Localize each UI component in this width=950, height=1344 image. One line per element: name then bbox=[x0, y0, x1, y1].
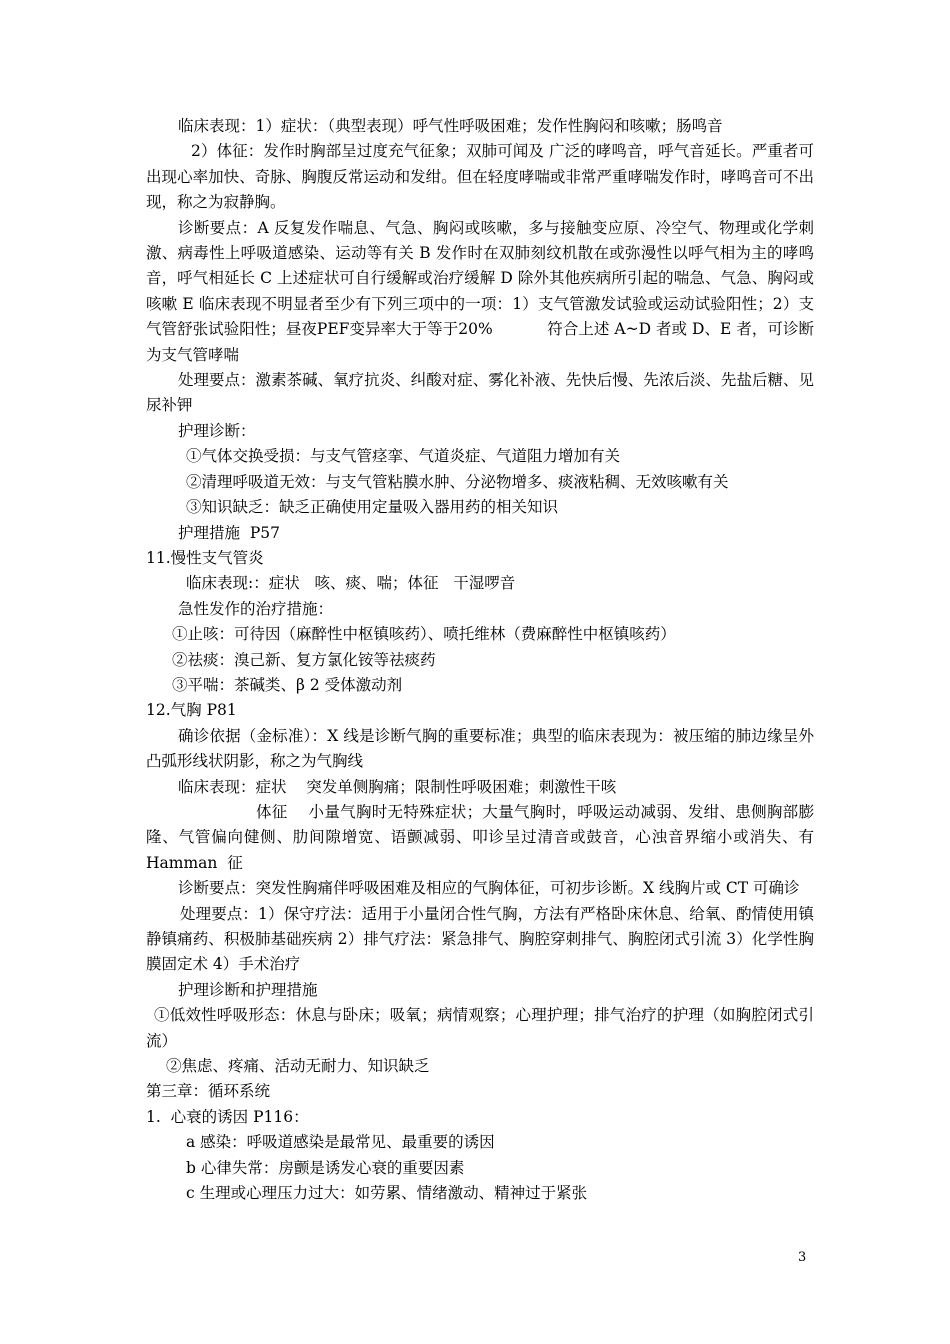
paragraph: 处理要点：激素茶碱、氧疗抗炎、纠酸对症、雾化补液、先快后慢、先浓后淡、先盐后糖、见尿补钾 bbox=[146, 371, 814, 415]
chapter-heading: 第三章：循环系统 bbox=[146, 1082, 271, 1101]
paragraph: 临床表现:：症状 咳、痰、喘；体征 干湿啰音 bbox=[186, 574, 516, 593]
paragraph: 2）体征：发作时胸部呈过度充气征象；双肺可闻及 广泛的哮鸣音，呼气音延长。严重者可出现心率加快、奇脉、胸腹反常运动和发绀。但在轻度哮喘或非常严重哮喘发作时，哮鸣音可不出现，称之为寂静胸。 bbox=[146, 142, 814, 212]
paragraph: 护理诊断： bbox=[178, 421, 256, 440]
paragraph: 急性发作的治疗措施： bbox=[178, 599, 334, 618]
list-item: ②焦虑、疼痛、活动无耐力、知识缺乏 bbox=[166, 1057, 430, 1076]
body-text bbox=[146, 114, 819, 1206]
section-heading: 1. 心衰的诱因 P116： bbox=[146, 1107, 309, 1126]
paragraph: 临床表现：1）症状：（典型表现）呼气性呼吸困难；发作性胸闷和咳嗽；肠鸣音 bbox=[178, 117, 723, 135]
list-item: c 生理或心理压力过大：如劳累、情绪激动、精神过于紧张 bbox=[186, 1184, 588, 1203]
list-item: ②祛痰：溴己新、复方氯化铵等祛痰药 bbox=[172, 650, 436, 669]
paragraph: 诊断要点：突发性胸痛伴呼吸困难及相应的气胸体征，可初步诊断。X 线胸片或 CT 可确诊 bbox=[178, 879, 800, 898]
section-heading: 11.慢性支气管炎 bbox=[146, 548, 264, 567]
list-item: ③知识缺乏：缺乏正确使用定量吸入器用药的相关知识 bbox=[186, 498, 559, 517]
list-item: ②清理呼吸道无效：与支气管粘膜水肿、分泌物增多、痰液粘稠、无效咳嗽有关 bbox=[186, 472, 729, 491]
page-number: 3 bbox=[798, 1250, 807, 1265]
list-item: ①低效性呼吸形态：休息与卧床；吸氧；病情观察；心理护理；排气治疗的护理（如胸腔闭式引流） bbox=[146, 1006, 814, 1050]
paragraph: 诊断要点：A 反复发作喘息、气急、胸闷或咳嗽，多与接触变应原、冷空气、物理或化学刺激、病毒性上呼吸道感染、运动等有关 B 发作时在双肺刻纹机散在或弥漫性以呼气相为主的哮鸣音，呼气相延长 C 上述症状可自行缓解或治疗缓解 D 除外其他疾病所引起的喘急、气急、胸闷或咳嗽 E 临床表现不明显者至少有下列三项中的一项：1）支气管激发试验或运动试验阳性；2）支气管舒张试验阳性；昼夜PEF变异率大于等于20% 符合上述 A~D 者或 D、E 者，可诊断为支气管哮喘 bbox=[146, 218, 814, 364]
list-item: b 心律失常：房颤是诱发心衰的重要因素 bbox=[186, 1158, 465, 1177]
paragraph: 确诊依据（金标准）：X 线是诊断气胸的重要标准；典型的临床表现为：被压缩的肺边缘呈外凸弧形线状阴影，称之为气胸线 bbox=[146, 726, 814, 771]
list-item: a 感染：呼吸道感染是最常见、最重要的诱因 bbox=[186, 1133, 495, 1152]
list-item: ①止咳：可待因（麻醉性中枢镇咳药）、喷托维林（费麻醉性中枢镇咳药） bbox=[172, 625, 676, 644]
list-item: ③平喘：茶碱类、β 2 受体激动剂 bbox=[172, 675, 403, 694]
paragraph: 临床表现：症状 突发单侧胸痛；限制性呼吸困难；刺激性干咳 bbox=[178, 777, 617, 796]
section-heading: 12.气胸 P81 bbox=[146, 701, 237, 720]
paragraph: 护理措施 P57 bbox=[178, 523, 281, 542]
paragraph: 处理要点：1）保守疗法：适用于小量闭合性气胸，方法有严格卧床休息、给氧、酌情使用镇静镇痛药、积极肺基础疾病 2）排气疗法：紧急排气、胸腔穿刺排气、胸腔闭式引流 3）化学性胸膜固定术 4）手术治疗 bbox=[146, 904, 814, 974]
paragraph: 护理诊断和护理措施 bbox=[178, 980, 318, 999]
paragraph: 体征 小量气胸时无特殊症状；大量气胸时，呼吸运动减弱、发绀、患侧胸部膨隆、气管偏向健侧、肋间隙增宽、语颤减弱、叩诊呈过清音或鼓音，心浊音界缩小或消失、有 Hamman 征 bbox=[146, 802, 819, 872]
list-item: ①气体交换受损：与支气管痉挛、气道炎症、气道阻力增加有关 bbox=[186, 447, 621, 466]
